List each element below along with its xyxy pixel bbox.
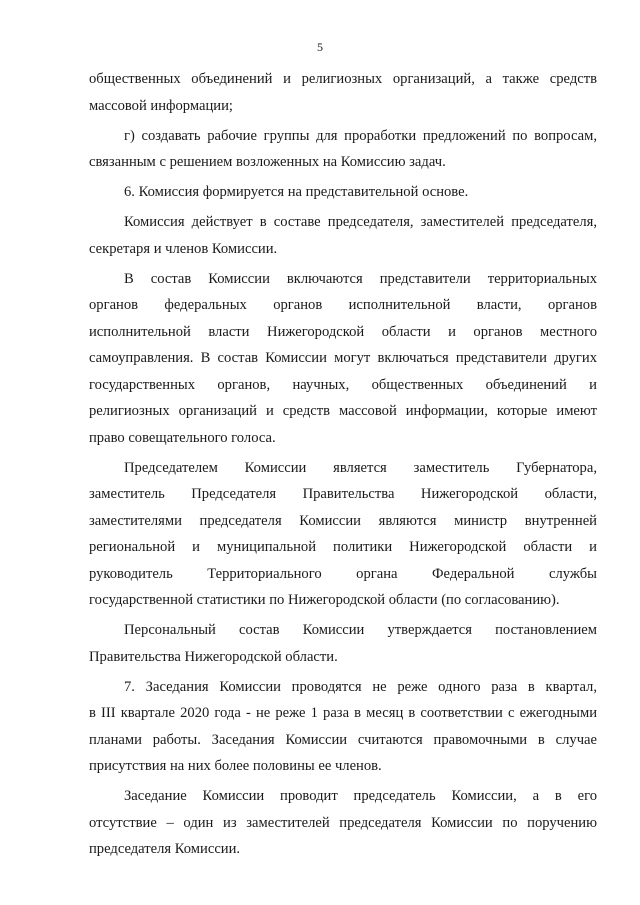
paragraph bbox=[89, 783, 597, 863]
text-line: руководитель Территориального органа Федеральной службы bbox=[89, 565, 597, 582]
page-number: 5 bbox=[317, 40, 323, 54]
text-line: заместителями председателя Комиссии являются министр внутренней bbox=[89, 512, 597, 529]
text-line: органов федеральных органов исполнительной власти, органов bbox=[89, 297, 597, 313]
text-line: планами работы. Заседания Комиссии считаются правомочными в случае bbox=[89, 731, 597, 748]
text-line: право совещательного голоса. bbox=[89, 429, 276, 446]
text-line: Персональный состав Комиссии утверждается постановлением bbox=[124, 622, 597, 638]
text-line: заместитель Председателя Правительства Нижегородской области, bbox=[89, 486, 597, 502]
text-line: 7. Заседания Комиссии проводятся не реже одного раза в квартал, bbox=[124, 678, 597, 695]
paragraph bbox=[89, 266, 597, 452]
paragraph bbox=[89, 617, 597, 670]
paragraph bbox=[89, 674, 597, 780]
text-line: региональной и муниципальной политики Нижегородской области и bbox=[89, 539, 597, 555]
paragraph bbox=[89, 179, 597, 206]
text-line: Комиссия действует в составе председателя, заместителей председателя, bbox=[124, 214, 597, 230]
paragraph bbox=[89, 455, 597, 614]
paragraph bbox=[89, 123, 597, 176]
text-line: Заседание Комиссии проводит председатель Комиссии, а в его bbox=[124, 788, 597, 804]
text-line: 6. Комиссия формируется на представительной основе. bbox=[124, 184, 469, 200]
text-line: связанным с решением возложенных на Комиссию задач. bbox=[89, 154, 446, 170]
text-line: исполнительной власти Нижегородской области и органов местного bbox=[89, 323, 597, 340]
text-line: в III квартале 2020 года - не реже 1 раза в месяц в соответствии с ежегодными bbox=[89, 705, 597, 721]
document-body bbox=[89, 66, 597, 866]
text-line: председателя Комиссии. bbox=[89, 841, 241, 857]
text-line: В состав Комиссии включаются представители территориальных bbox=[124, 270, 597, 287]
paragraph bbox=[89, 209, 597, 262]
text-line: государственных органов, научных, общественных объединений и bbox=[89, 376, 597, 393]
text-line: массовой информации; bbox=[89, 97, 233, 114]
text-line: религиозных организаций и средств массовой информации, которые имеют bbox=[89, 403, 597, 419]
text-line: присутствия на них более половины ее членов. bbox=[89, 758, 382, 774]
text-line: общественных объединений и религиозных организаций, а также средств bbox=[89, 71, 597, 87]
text-line: государственной статистики по Нижегородской области (по согласованию). bbox=[89, 592, 560, 608]
text-line: отсутствие – один из заместителей председателя Комиссии по поручению bbox=[89, 814, 597, 831]
text-line: самоуправления. В состав Комиссии могут включаться представители других bbox=[89, 350, 597, 366]
paragraph bbox=[89, 66, 597, 119]
text-line: секретаря и членов Комиссии. bbox=[89, 240, 278, 257]
text-line: г) создавать рабочие группы для проработки предложений по вопросам, bbox=[124, 127, 597, 144]
text-line: Председателем Комиссии является заместитель Губернатора, bbox=[124, 459, 597, 476]
text-line: Правительства Нижегородской области. bbox=[89, 648, 338, 665]
